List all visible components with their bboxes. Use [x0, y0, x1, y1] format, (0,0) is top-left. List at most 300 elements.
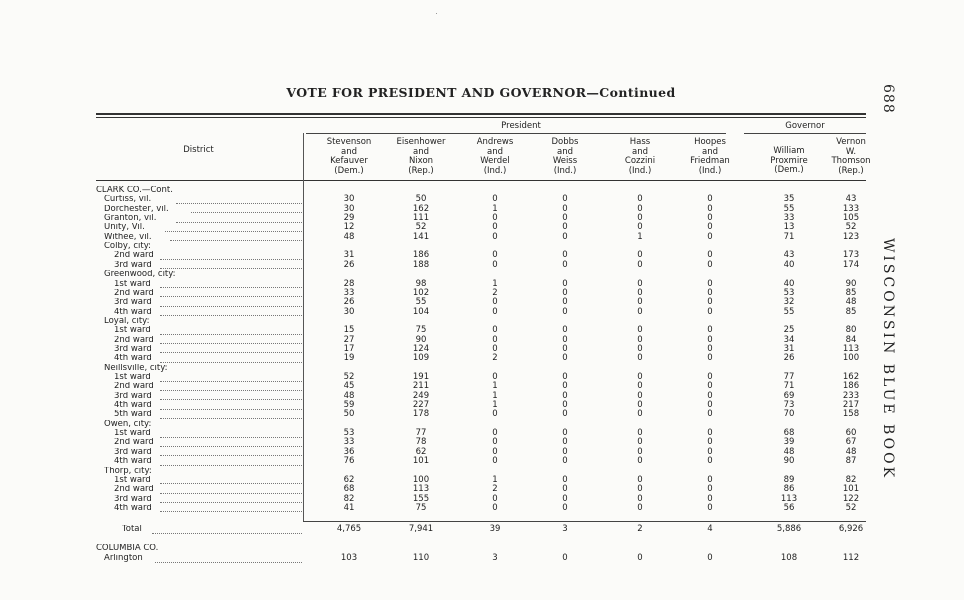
- vote-cell-thomson: 112: [842, 553, 860, 563]
- vote-cell-andrews-werdel: 0: [492, 194, 498, 205]
- vote-cell-hass-cozzini: 0: [637, 446, 643, 457]
- district-header: District: [183, 145, 214, 155]
- vote-cell-eisenhower-nixon: 141: [412, 231, 430, 242]
- vote-cell-hoopes-friedman: 0: [707, 493, 713, 504]
- vote-cell-andrews-werdel: 0: [492, 446, 498, 457]
- district-label: 2nd ward: [114, 288, 154, 298]
- vote-cell-thomson: 6,926: [838, 524, 864, 534]
- vote-cell-proxmire: 70: [783, 409, 795, 420]
- vote-cell-eisenhower-nixon: 109: [412, 353, 430, 364]
- vote-cell-andrews-werdel: 0: [492, 334, 498, 345]
- vote-cell-andrews-werdel: 0: [492, 456, 498, 467]
- district-label: 1st ward: [114, 429, 151, 439]
- vote-cell-dobbs-weiss: 0: [562, 278, 568, 289]
- vote-cell-andrews-werdel: 0: [492, 409, 498, 420]
- vote-cell-hass-cozzini: 0: [637, 222, 643, 233]
- vote-cell-hass-cozzini: 0: [637, 343, 643, 354]
- vote-cell-proxmire: 26: [783, 353, 795, 364]
- district-label: Total: [122, 525, 142, 534]
- vote-cell-hoopes-friedman: 0: [707, 409, 713, 420]
- vote-cell-andrews-werdel: 2: [492, 353, 498, 364]
- district-label: 5th ward: [114, 410, 152, 420]
- table-row: [96, 233, 866, 243]
- vote-cell-thomson: 82: [845, 474, 857, 485]
- vote-cell-stevenson-kefauver: 30: [343, 194, 355, 205]
- vote-cell-andrews-werdel: 1: [492, 203, 498, 214]
- vote-cell-dobbs-weiss: 0: [562, 446, 568, 457]
- vote-cell-dobbs-weiss: 0: [562, 297, 568, 308]
- governor-group-header: Governor: [785, 121, 825, 131]
- district-label: 4th ward: [114, 307, 152, 317]
- vote-cell-proxmire: 48: [783, 446, 795, 457]
- vote-cell-thomson: 123: [842, 231, 860, 242]
- vote-cell-andrews-werdel: 0: [492, 502, 498, 513]
- vote-cell-eisenhower-nixon: 113: [412, 484, 430, 495]
- vote-cell-hoopes-friedman: 0: [707, 250, 713, 261]
- page-title: VOTE FOR PRESIDENT AND GOVERNOR—Continued: [286, 85, 676, 100]
- district-label: Withee, vil.: [104, 232, 152, 242]
- vote-cell-andrews-werdel: 0: [492, 297, 498, 308]
- district-label: Colby, city:: [104, 242, 151, 252]
- vote-cell-stevenson-kefauver: 33: [343, 287, 355, 298]
- president-group-line: [306, 133, 726, 134]
- vote-cell-dobbs-weiss: 0: [562, 259, 568, 270]
- table-row: [96, 410, 866, 420]
- vote-cell-dobbs-weiss: 0: [562, 474, 568, 485]
- vote-cell-eisenhower-nixon: 188: [412, 259, 430, 270]
- vote-cell-thomson: 113: [842, 343, 860, 354]
- vote-cell-andrews-werdel: 0: [492, 325, 498, 336]
- vote-cell-dobbs-weiss: 0: [562, 390, 568, 401]
- vote-cell-hoopes-friedman: 0: [707, 474, 713, 485]
- vote-cell-stevenson-kefauver: 15: [343, 325, 355, 336]
- vote-cell-thomson: 186: [842, 381, 860, 392]
- vote-cell-eisenhower-nixon: 78: [415, 437, 427, 448]
- vote-cell-hoopes-friedman: 0: [707, 502, 713, 513]
- vote-cell-stevenson-kefauver: 48: [343, 390, 355, 401]
- dot-leader: [160, 408, 302, 419]
- vote-cell-stevenson-kefauver: 30: [343, 203, 355, 214]
- vote-cell-stevenson-kefauver: 41: [343, 502, 355, 513]
- vote-cell-andrews-werdel: 0: [492, 493, 498, 504]
- vote-cell-hass-cozzini: 0: [637, 428, 643, 439]
- district-label: Arlington: [104, 554, 143, 563]
- vote-cell-eisenhower-nixon: 62: [415, 446, 427, 457]
- vote-cell-eisenhower-nixon: 75: [415, 502, 427, 513]
- vote-cell-proxmire: 113: [780, 493, 798, 504]
- dot-leader: [160, 306, 302, 317]
- vote-cell-hass-cozzini: 0: [637, 381, 643, 392]
- vote-cell-stevenson-kefauver: 50: [343, 409, 355, 420]
- dot-leader: [170, 231, 302, 242]
- vote-cell-hoopes-friedman: 0: [707, 231, 713, 242]
- vote-cell-hass-cozzini: 0: [637, 409, 643, 420]
- vote-cell-proxmire: 5,886: [776, 524, 802, 534]
- vote-cell-hass-cozzini: 0: [637, 203, 643, 214]
- vote-cell-dobbs-weiss: 0: [562, 334, 568, 345]
- vote-cell-hoopes-friedman: 0: [707, 194, 713, 205]
- vote-cell-andrews-werdel: 0: [492, 343, 498, 354]
- vote-cell-hass-cozzini: 0: [637, 437, 643, 448]
- district-label: 2nd ward: [114, 382, 154, 392]
- vote-cell-dobbs-weiss: 0: [562, 194, 568, 205]
- vote-cell-andrews-werdel: 0: [492, 231, 498, 242]
- vote-cell-dobbs-weiss: 0: [562, 306, 568, 317]
- vote-cell-thomson: 80: [845, 325, 857, 336]
- column-header-hass-cozzini: Hass and Cozzini (Ind.): [624, 137, 656, 176]
- vote-cell-andrews-werdel: 0: [492, 306, 498, 317]
- vote-cell-dobbs-weiss: 0: [562, 437, 568, 448]
- vote-cell-eisenhower-nixon: 124: [412, 343, 430, 354]
- table-row: [96, 504, 866, 514]
- vote-cell-proxmire: 53: [783, 287, 795, 298]
- vote-cell-proxmire: 69: [783, 390, 795, 401]
- vote-cell-eisenhower-nixon: 101: [412, 456, 430, 467]
- district-label: 4th ward: [114, 401, 152, 411]
- vote-cell-hass-cozzini: 0: [637, 474, 643, 485]
- vote-cell-proxmire: 40: [783, 278, 795, 289]
- vote-cell-andrews-werdel: 1: [492, 278, 498, 289]
- vote-cell-hass-cozzini: 0: [637, 353, 643, 364]
- vote-cell-proxmire: 68: [783, 428, 795, 439]
- vote-cell-stevenson-kefauver: 68: [343, 484, 355, 495]
- vote-cell-thomson: 173: [842, 250, 860, 261]
- district-label: 4th ward: [114, 354, 152, 364]
- district-label: Loyal, city:: [104, 316, 150, 326]
- vote-cell-andrews-werdel: 0: [492, 213, 498, 224]
- dot-leader: [160, 455, 302, 466]
- vote-cell-hoopes-friedman: 0: [707, 222, 713, 233]
- vote-cell-dobbs-weiss: 0: [562, 553, 568, 563]
- district-label: 3rd ward: [114, 447, 152, 457]
- vote-cell-dobbs-weiss: 0: [562, 372, 568, 382]
- district-label: 3rd ward: [114, 298, 152, 308]
- district-label: 2nd ward: [114, 438, 154, 448]
- vote-cell-hoopes-friedman: 0: [707, 306, 713, 317]
- vote-cell-thomson: 101: [842, 484, 860, 495]
- vote-cell-stevenson-kefauver: 48: [343, 231, 355, 242]
- vote-cell-andrews-werdel: 0: [492, 250, 498, 261]
- district-label: 1st ward: [114, 279, 151, 289]
- vote-cell-thomson: 84: [845, 334, 857, 345]
- district-label: 1st ward: [114, 475, 151, 485]
- vote-cell-thomson: 233: [842, 390, 860, 401]
- vote-cell-thomson: 52: [845, 502, 857, 513]
- vote-cell-eisenhower-nixon: 111: [412, 213, 430, 224]
- vote-cell-hass-cozzini: 0: [637, 278, 643, 289]
- vote-cell-hass-cozzini: 0: [637, 493, 643, 504]
- district-label: 1st ward: [114, 326, 151, 336]
- vote-cell-hass-cozzini: 2: [637, 524, 643, 534]
- district-label: 3rd ward: [114, 344, 152, 354]
- vote-cell-hoopes-friedman: 0: [707, 259, 713, 270]
- vote-cell-stevenson-kefauver: 17: [343, 343, 355, 354]
- vote-cell-eisenhower-nixon: 155: [412, 493, 430, 504]
- page-number: 688: [880, 84, 896, 114]
- vote-cell-stevenson-kefauver: 59: [343, 400, 355, 411]
- vote-cell-eisenhower-nixon: 191: [412, 372, 430, 382]
- stray-mark: [436, 13, 437, 14]
- vote-cell-andrews-werdel: 0: [492, 428, 498, 439]
- vote-cell-thomson: 122: [842, 493, 860, 504]
- vote-cell-stevenson-kefauver: 29: [343, 213, 355, 224]
- vote-cell-dobbs-weiss: 0: [562, 203, 568, 214]
- vote-cell-eisenhower-nixon: 52: [415, 222, 427, 233]
- district-label: Neillsville, city:: [104, 363, 168, 373]
- vote-cell-proxmire: 35: [783, 194, 795, 205]
- district-label: 1st ward: [114, 373, 151, 382]
- vote-cell-stevenson-kefauver: 103: [340, 553, 358, 563]
- column-header-stevenson-kefauver: Stevenson and Kefauver (Dem.): [326, 137, 372, 176]
- vote-cell-hoopes-friedman: 0: [707, 334, 713, 345]
- header-bottom-rule: [96, 180, 866, 181]
- vote-cell-hoopes-friedman: 0: [707, 213, 713, 224]
- vote-cell-eisenhower-nixon: 186: [412, 250, 430, 261]
- vote-cell-proxmire: 39: [783, 437, 795, 448]
- vote-cell-proxmire: 73: [783, 400, 795, 411]
- district-label: Owen, city:: [104, 419, 152, 429]
- vote-cell-eisenhower-nixon: 100: [412, 474, 430, 485]
- vote-cell-hoopes-friedman: 0: [707, 372, 713, 382]
- table-row: [96, 554, 866, 564]
- vote-cell-eisenhower-nixon: 104: [412, 306, 430, 317]
- dot-leader: [155, 552, 302, 563]
- vote-cell-eisenhower-nixon: 98: [415, 278, 427, 289]
- vote-cell-stevenson-kefauver: 45: [343, 381, 355, 392]
- vote-cell-hoopes-friedman: 0: [707, 353, 713, 364]
- vote-cell-hass-cozzini: 0: [637, 325, 643, 336]
- vote-cell-thomson: 162: [842, 372, 860, 382]
- vote-cell-thomson: 48: [845, 446, 857, 457]
- governor-group-line: [744, 133, 866, 134]
- vote-cell-hass-cozzini: 0: [637, 297, 643, 308]
- district-label: COLUMBIA CO.: [96, 544, 159, 553]
- vote-cell-proxmire: 90: [783, 456, 795, 467]
- vote-cell-thomson: 133: [842, 203, 860, 214]
- vote-cell-proxmire: 108: [780, 553, 798, 563]
- vote-cell-stevenson-kefauver: 76: [343, 456, 355, 467]
- vote-cell-dobbs-weiss: 0: [562, 484, 568, 495]
- vote-cell-proxmire: 56: [783, 502, 795, 513]
- district-label: Dorchester, vil.: [104, 204, 169, 214]
- district-label: 4th ward: [114, 457, 152, 467]
- vote-cell-andrews-werdel: 1: [492, 474, 498, 485]
- vote-cell-hoopes-friedman: 0: [707, 428, 713, 439]
- district-label: 4th ward: [114, 503, 152, 513]
- vote-cell-proxmire: 77: [783, 372, 795, 382]
- vote-cell-thomson: 48: [845, 297, 857, 308]
- vote-cell-eisenhower-nixon: 102: [412, 287, 430, 298]
- vote-cell-stevenson-kefauver: 30: [343, 306, 355, 317]
- vote-cell-hoopes-friedman: 0: [707, 297, 713, 308]
- vote-cell-eisenhower-nixon: 178: [412, 409, 430, 420]
- table-row: [96, 457, 866, 467]
- vote-cell-eisenhower-nixon: 211: [412, 381, 430, 392]
- district-label: 3rd ward: [114, 391, 152, 401]
- dot-leader: [160, 259, 302, 270]
- district-label: 3rd ward: [114, 494, 152, 504]
- vote-cell-hoopes-friedman: 0: [707, 278, 713, 289]
- vote-cell-hass-cozzini: 0: [637, 502, 643, 513]
- vote-cell-stevenson-kefauver: 12: [343, 222, 355, 233]
- vote-cell-hoopes-friedman: 0: [707, 400, 713, 411]
- vote-cell-proxmire: 89: [783, 474, 795, 485]
- vote-cell-hass-cozzini: 0: [637, 400, 643, 411]
- vote-cell-proxmire: 43: [783, 250, 795, 261]
- vote-cell-thomson: 43: [845, 194, 857, 205]
- vote-cell-thomson: 174: [842, 259, 860, 270]
- vote-cell-dobbs-weiss: 0: [562, 456, 568, 467]
- district-label: Thorp, city:: [104, 466, 152, 476]
- top-rule: [96, 113, 866, 115]
- vote-cell-stevenson-kefauver: 26: [343, 259, 355, 270]
- district-label: Unity, Vil.: [104, 223, 145, 233]
- dot-leader: [152, 523, 302, 534]
- vote-cell-thomson: 85: [845, 306, 857, 317]
- running-head: WISCONSIN BLUE BOOK: [880, 238, 896, 481]
- vote-cell-hoopes-friedman: 4: [707, 524, 713, 534]
- vote-cell-proxmire: 31: [783, 343, 795, 354]
- vote-cell-andrews-werdel: 2: [492, 287, 498, 298]
- vote-cell-eisenhower-nixon: 50: [415, 194, 427, 205]
- district-label: 2nd ward: [114, 335, 154, 345]
- vote-cell-stevenson-kefauver: 62: [343, 474, 355, 485]
- vote-cell-andrews-werdel: 1: [492, 400, 498, 411]
- district-label: 3rd ward: [114, 260, 152, 270]
- vote-cell-stevenson-kefauver: 27: [343, 334, 355, 345]
- vote-cell-dobbs-weiss: 0: [562, 400, 568, 411]
- table-row: [96, 261, 866, 271]
- vote-cell-dobbs-weiss: 0: [562, 409, 568, 420]
- vote-cell-thomson: 52: [845, 222, 857, 233]
- vote-cell-hass-cozzini: 0: [637, 334, 643, 345]
- vote-cell-hass-cozzini: 0: [637, 553, 643, 563]
- vote-cell-hoopes-friedman: 0: [707, 203, 713, 214]
- vote-cell-hass-cozzini: 0: [637, 250, 643, 261]
- vote-cell-thomson: 217: [842, 400, 860, 411]
- vote-cell-dobbs-weiss: 0: [562, 502, 568, 513]
- vote-cell-hass-cozzini: 0: [637, 390, 643, 401]
- vote-cell-thomson: 105: [842, 213, 860, 224]
- vote-cell-hass-cozzini: 0: [637, 306, 643, 317]
- vote-cell-eisenhower-nixon: 90: [415, 334, 427, 345]
- vote-cell-stevenson-kefauver: 19: [343, 353, 355, 364]
- vote-cell-andrews-werdel: 1: [492, 390, 498, 401]
- vote-cell-hass-cozzini: 0: [637, 213, 643, 224]
- vote-cell-eisenhower-nixon: 227: [412, 400, 430, 411]
- district-label: Greenwood, city:: [104, 270, 176, 280]
- district-label: 2nd ward: [114, 251, 154, 261]
- vote-cell-stevenson-kefauver: 31: [343, 250, 355, 261]
- column-header-hoopes-friedman: Hoopes and Friedman (Ind.): [690, 137, 730, 176]
- vote-cell-hass-cozzini: 0: [637, 287, 643, 298]
- vote-cell-hoopes-friedman: 0: [707, 325, 713, 336]
- vote-cell-dobbs-weiss: 0: [562, 353, 568, 364]
- vote-cell-eisenhower-nixon: 249: [412, 390, 430, 401]
- vote-cell-proxmire: 33: [783, 213, 795, 224]
- vote-cell-hass-cozzini: 0: [637, 456, 643, 467]
- vote-cell-proxmire: 25: [783, 325, 795, 336]
- column-header-thomson: Vernon W. Thomson (Rep.): [831, 137, 871, 176]
- column-header-dobbs-weiss: Dobbs and Weiss (Ind.): [551, 137, 579, 176]
- president-group-header: President: [501, 121, 541, 131]
- vote-cell-andrews-werdel: 1: [492, 381, 498, 392]
- vote-cell-proxmire: 13: [783, 222, 795, 233]
- vote-cell-dobbs-weiss: 0: [562, 493, 568, 504]
- district-label: Granton, vil.: [104, 214, 157, 224]
- vote-cell-dobbs-weiss: 0: [562, 213, 568, 224]
- district-label: 2nd ward: [114, 485, 154, 495]
- vote-cell-andrews-werdel: 0: [492, 437, 498, 448]
- vote-cell-proxmire: 40: [783, 259, 795, 270]
- vote-cell-stevenson-kefauver: 82: [343, 493, 355, 504]
- dot-leader: [160, 502, 302, 513]
- vote-cell-proxmire: 55: [783, 306, 795, 317]
- district-label: CLARK CO.—Cont.: [96, 186, 173, 195]
- vote-cell-hoopes-friedman: 0: [707, 484, 713, 495]
- vote-cell-eisenhower-nixon: 77: [415, 428, 427, 439]
- vote-cell-eisenhower-nixon: 162: [412, 203, 430, 214]
- vote-cell-hass-cozzini: 1: [637, 231, 643, 242]
- table-row: [96, 354, 866, 364]
- vote-cell-dobbs-weiss: 0: [562, 325, 568, 336]
- vote-cell-eisenhower-nixon: 110: [412, 553, 430, 563]
- vote-cell-proxmire: 71: [783, 231, 795, 242]
- vote-cell-thomson: 158: [842, 409, 860, 420]
- vote-cell-stevenson-kefauver: 36: [343, 446, 355, 457]
- vote-cell-hoopes-friedman: 0: [707, 446, 713, 457]
- vote-cell-eisenhower-nixon: 55: [415, 297, 427, 308]
- vote-cell-hoopes-friedman: 0: [707, 343, 713, 354]
- district-label: Curtiss, vil.: [104, 195, 152, 205]
- vote-cell-thomson: 90: [845, 278, 857, 289]
- vote-cell-hoopes-friedman: 0: [707, 437, 713, 448]
- vote-cell-thomson: 60: [845, 428, 857, 439]
- vote-cell-stevenson-kefauver: 53: [343, 428, 355, 439]
- vote-cell-hass-cozzini: 0: [637, 194, 643, 205]
- vote-cell-stevenson-kefauver: 33: [343, 437, 355, 448]
- table-row: [96, 308, 866, 318]
- vote-cell-hoopes-friedman: 0: [707, 553, 713, 563]
- vote-cell-dobbs-weiss: 0: [562, 222, 568, 233]
- vote-cell-andrews-werdel: 0: [492, 372, 498, 382]
- vote-cell-stevenson-kefauver: 52: [343, 372, 355, 382]
- vote-cell-andrews-werdel: 39: [489, 524, 501, 534]
- vote-cell-stevenson-kefauver: 4,765: [336, 524, 362, 534]
- vote-cell-proxmire: 86: [783, 484, 795, 495]
- vote-cell-andrews-werdel: 0: [492, 222, 498, 233]
- vote-cell-thomson: 87: [845, 456, 857, 467]
- vote-cell-andrews-werdel: 3: [492, 553, 498, 563]
- vote-cell-hoopes-friedman: 0: [707, 287, 713, 298]
- vote-cell-dobbs-weiss: 0: [562, 250, 568, 261]
- total-row: [96, 525, 866, 535]
- vote-cell-proxmire: 34: [783, 334, 795, 345]
- vote-cell-eisenhower-nixon: 75: [415, 325, 427, 336]
- vote-cell-eisenhower-nixon: 7,941: [408, 524, 434, 534]
- vote-cell-dobbs-weiss: 0: [562, 287, 568, 298]
- vote-cell-proxmire: 71: [783, 381, 795, 392]
- vote-cell-andrews-werdel: 2: [492, 484, 498, 495]
- top-rule-secondary: [96, 117, 866, 118]
- vote-cell-hass-cozzini: 0: [637, 372, 643, 382]
- vote-cell-dobbs-weiss: 0: [562, 343, 568, 354]
- vote-cell-thomson: 100: [842, 353, 860, 364]
- dot-leader: [160, 352, 302, 363]
- vote-cell-stevenson-kefauver: 28: [343, 278, 355, 289]
- column-header-andrews-werdel: Andrews and Werdel (Ind.): [476, 137, 514, 176]
- vote-cell-hoopes-friedman: 0: [707, 381, 713, 392]
